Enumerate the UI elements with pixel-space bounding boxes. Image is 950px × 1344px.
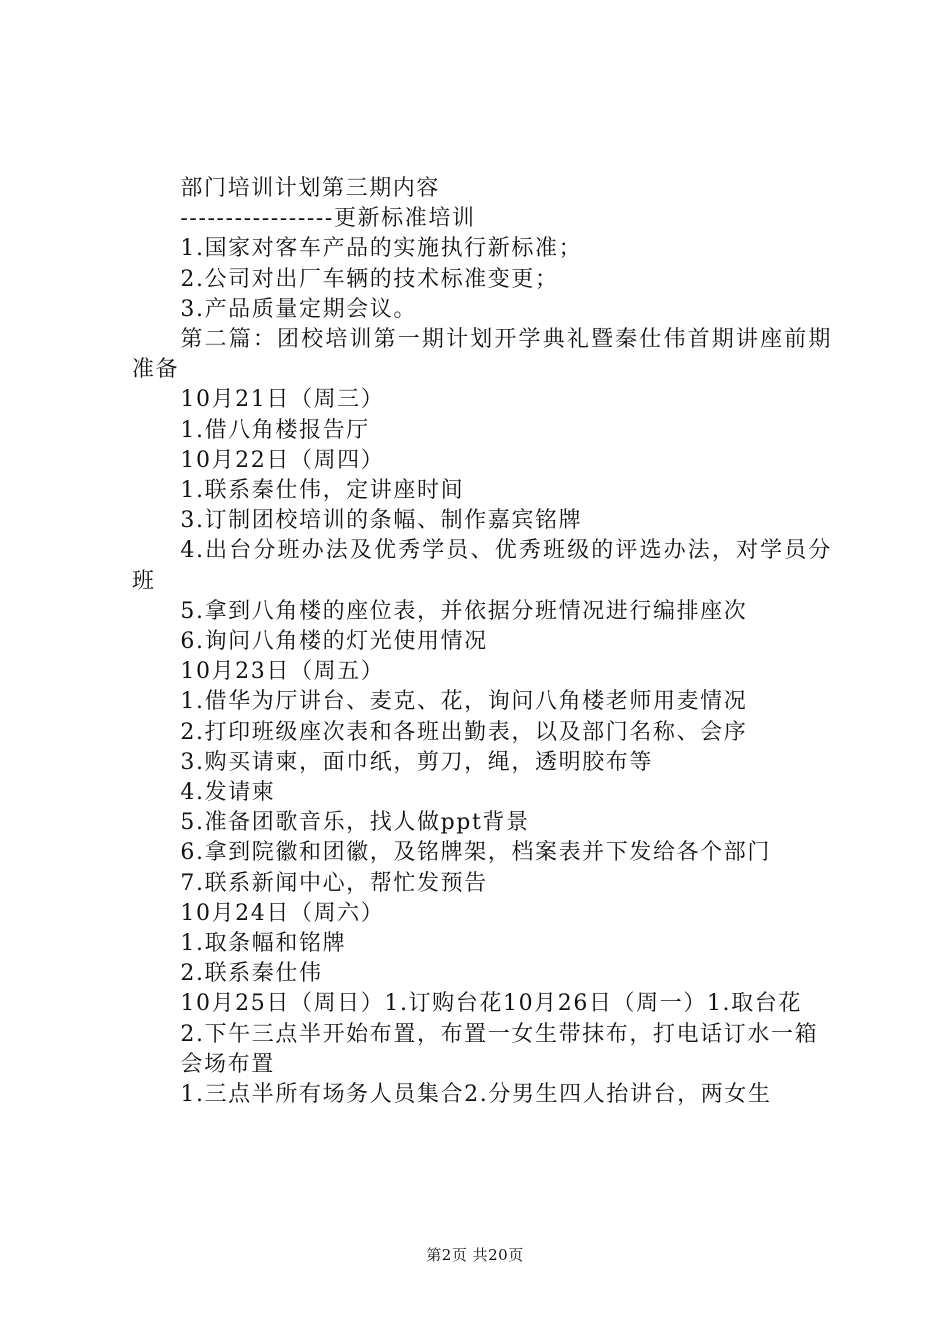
text-line: 1.联系秦仕伟，定讲座时间	[180, 478, 465, 504]
text-line: 2.联系秦仕伟	[180, 961, 323, 987]
date-line: 10月21日（周三）	[180, 387, 385, 413]
text-line: 1.取条幅和铭牌	[180, 931, 347, 957]
date-line: 10月23日（周五）	[180, 659, 385, 685]
text-line: 2.打印班级座次表和各班出勤表，以及部门名称、会序	[180, 719, 748, 745]
date-line: 10月24日（周六）	[180, 900, 385, 926]
text-line: 4.发请柬	[180, 780, 276, 806]
subsection-heading: 会场布置	[180, 1051, 275, 1077]
text-line: 1.借八角楼报告厅	[180, 417, 370, 443]
text-line: 部门培训计划第三期内容	[180, 176, 440, 201]
date-line: 10月22日（周四）	[180, 447, 385, 473]
text-line: -----------------更新标准培训	[180, 206, 476, 232]
text-line: 1.国家对客车产品的实施执行新标准；	[180, 236, 583, 262]
text-line: 3.订制团校培训的条幅、制作嘉宾铭牌	[180, 508, 583, 534]
text-line: 6.拿到院徽和团徽，及铭牌架，档案表并下发给各个部门	[180, 840, 771, 866]
text-line: 6.询问八角楼的灯光使用情况	[180, 629, 488, 655]
section-heading: 第二篇：团校培训第一期计划开学典礼暨秦仕伟首期讲座前期准备	[132, 327, 832, 383]
text-line: 3.购买请柬，面巾纸，剪刀，绳，透明胶布等	[180, 749, 653, 775]
text-line: 2.公司对出厂车辆的技术标准变更；	[180, 266, 559, 292]
page-footer: 第2页 共20页	[426, 1246, 524, 1264]
text-line: 1.借华为厅讲台、麦克、花，询问八角楼老师用麦情况	[180, 689, 748, 715]
text-line: 5.拿到八角楼的座位表，并依据分班情况进行编排座次	[180, 598, 748, 624]
text-line: 3.产品质量定期会议。	[180, 296, 417, 322]
text-line: 7.联系新闻中心，帮忙发预告	[180, 870, 488, 896]
text-paragraph: 10月25日（周日）1.订购台花10月26日（周一）1.取台花	[180, 991, 802, 1017]
text-paragraph: 4.出台分班办法及优秀学员、优秀班级的评选办法，对学员分班	[132, 538, 832, 594]
text-line: 5.准备团歌音乐，找人做ppt背景	[180, 810, 530, 836]
text-paragraph: 2.下午三点半开始布置，布置一女生带抹布，打电话订水一箱	[180, 1021, 819, 1047]
text-line: 1.三点半所有场务人员集合2.分男生四人抬讲台，两女生	[180, 1082, 772, 1108]
document-body	[132, 174, 832, 1110]
